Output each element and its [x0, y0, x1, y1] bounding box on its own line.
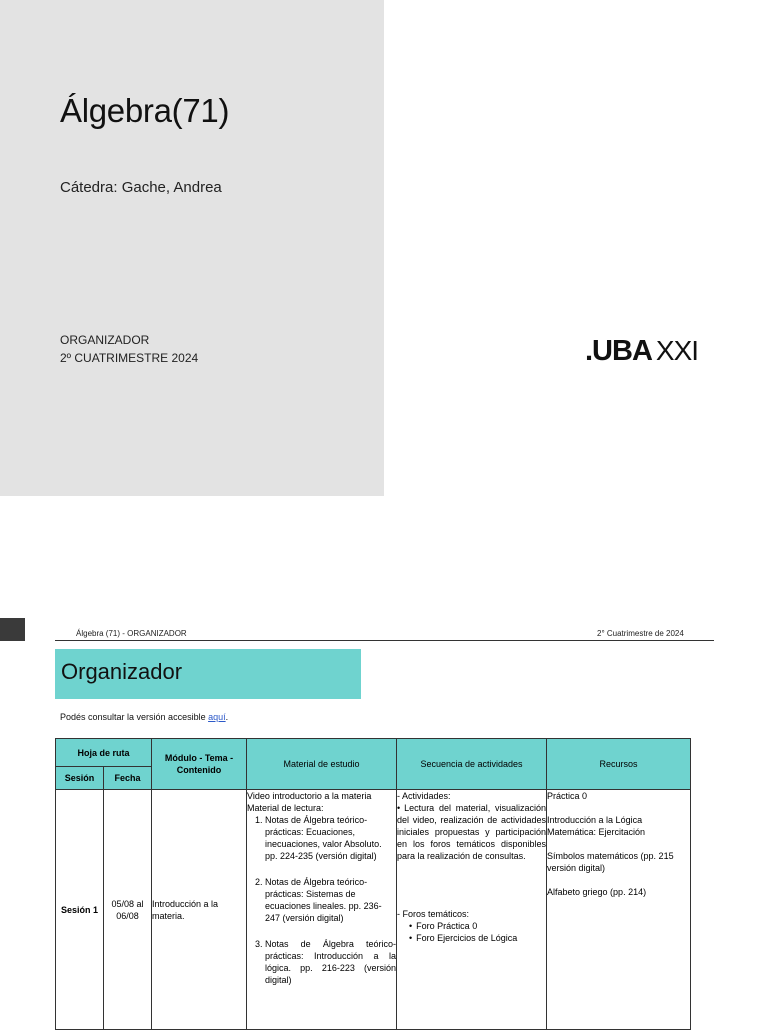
cover-panel — [0, 0, 384, 496]
logo-thin-text: XXI — [655, 335, 699, 366]
recurso-item: Práctica 0 — [547, 791, 588, 801]
consult-suffix: . — [225, 712, 229, 722]
material-intro-lectura: Material de lectura: — [247, 803, 324, 813]
row-modulo: Introducción a la materia. — [152, 790, 247, 1030]
accessible-version-link[interactable]: aquí — [208, 712, 226, 722]
header-sesion: Sesión — [56, 767, 104, 790]
uba-xxi-logo — [585, 334, 698, 368]
page-header-left: Álgebra (71) - ORGANIZADOR — [76, 629, 187, 638]
organizador-banner — [55, 649, 361, 699]
organizer-table — [55, 738, 691, 1030]
row-sesion: Sesión 1 — [56, 790, 104, 1030]
foro-item: • Foro Ejercicios de Lógica — [409, 932, 546, 944]
header-divider — [55, 640, 714, 641]
foros-title: - Foros temáticos: — [397, 909, 470, 919]
header-material: Material de estudio — [247, 739, 397, 790]
page-marker — [0, 618, 25, 641]
header-secuencia: Secuencia de actividades — [397, 739, 547, 790]
header-hoja-de-ruta: Hoja de ruta — [56, 739, 152, 767]
header-recursos: Recursos — [547, 739, 691, 790]
document-title: Álgebra(71) — [60, 92, 230, 129]
consult-prefix: Podés consultar la versión accesible — [60, 712, 209, 722]
material-list — [247, 814, 396, 986]
row-recursos — [547, 790, 691, 1030]
organizador-label: ORGANIZADOR — [60, 333, 150, 347]
accessible-version-note — [60, 712, 228, 722]
material-item: 1. Notas de Álgebra teórico-prácticas: Ecuaciones, inecuaciones, valor Absoluto. pp. 224-235 (versión digital) — [265, 814, 396, 862]
material-item: 3. Notas de Álgebra teórico-prácticas: Introducción a la lógica. pp. 216-223 (versión digital) — [265, 938, 396, 986]
recurso-item: Introducción a la Lógica Matemática: Ejercitación — [547, 815, 646, 837]
material-intro-video: Video introductorio a la materia — [247, 791, 372, 801]
recurso-item: Alfabeto griego (pp. 214) — [547, 887, 647, 897]
header-fecha: Fecha — [104, 767, 152, 790]
page-header-right: 2° Cuatrimestre de 2024 — [597, 629, 684, 638]
row-secuencia — [397, 790, 547, 1030]
logo-bold-text: .UBA — [585, 335, 652, 367]
organizador-heading: Organizador — [61, 659, 183, 684]
catedra-label: Cátedra: Gache, Andrea — [60, 179, 222, 196]
header-modulo: Módulo - Tema - Contenido — [152, 739, 247, 790]
material-item: 2. Notas de Álgebra teórico-prácticas: Sistemas de ecuaciones lineales. pp. 236-247 (versión digital) — [265, 876, 396, 924]
cuatrimestre-label: 2º CUATRIMESTRE 2024 — [60, 351, 199, 365]
foro-item: • Foro Práctica 0 — [409, 920, 546, 932]
secuencia-title: - Actividades: — [397, 791, 451, 801]
secuencia-item: • Lectura del material, visualización del video, realización de actividades iniciales propuestas y participación en los foros temáticos disponibles para la realización de consultas. — [397, 802, 546, 862]
recurso-item: Símbolos matemáticos (pp. 215 versión digital) — [547, 851, 674, 873]
row-fecha: 05/08 al 06/08 — [104, 790, 152, 1030]
foros-list — [397, 920, 546, 944]
row-material — [247, 790, 397, 1030]
